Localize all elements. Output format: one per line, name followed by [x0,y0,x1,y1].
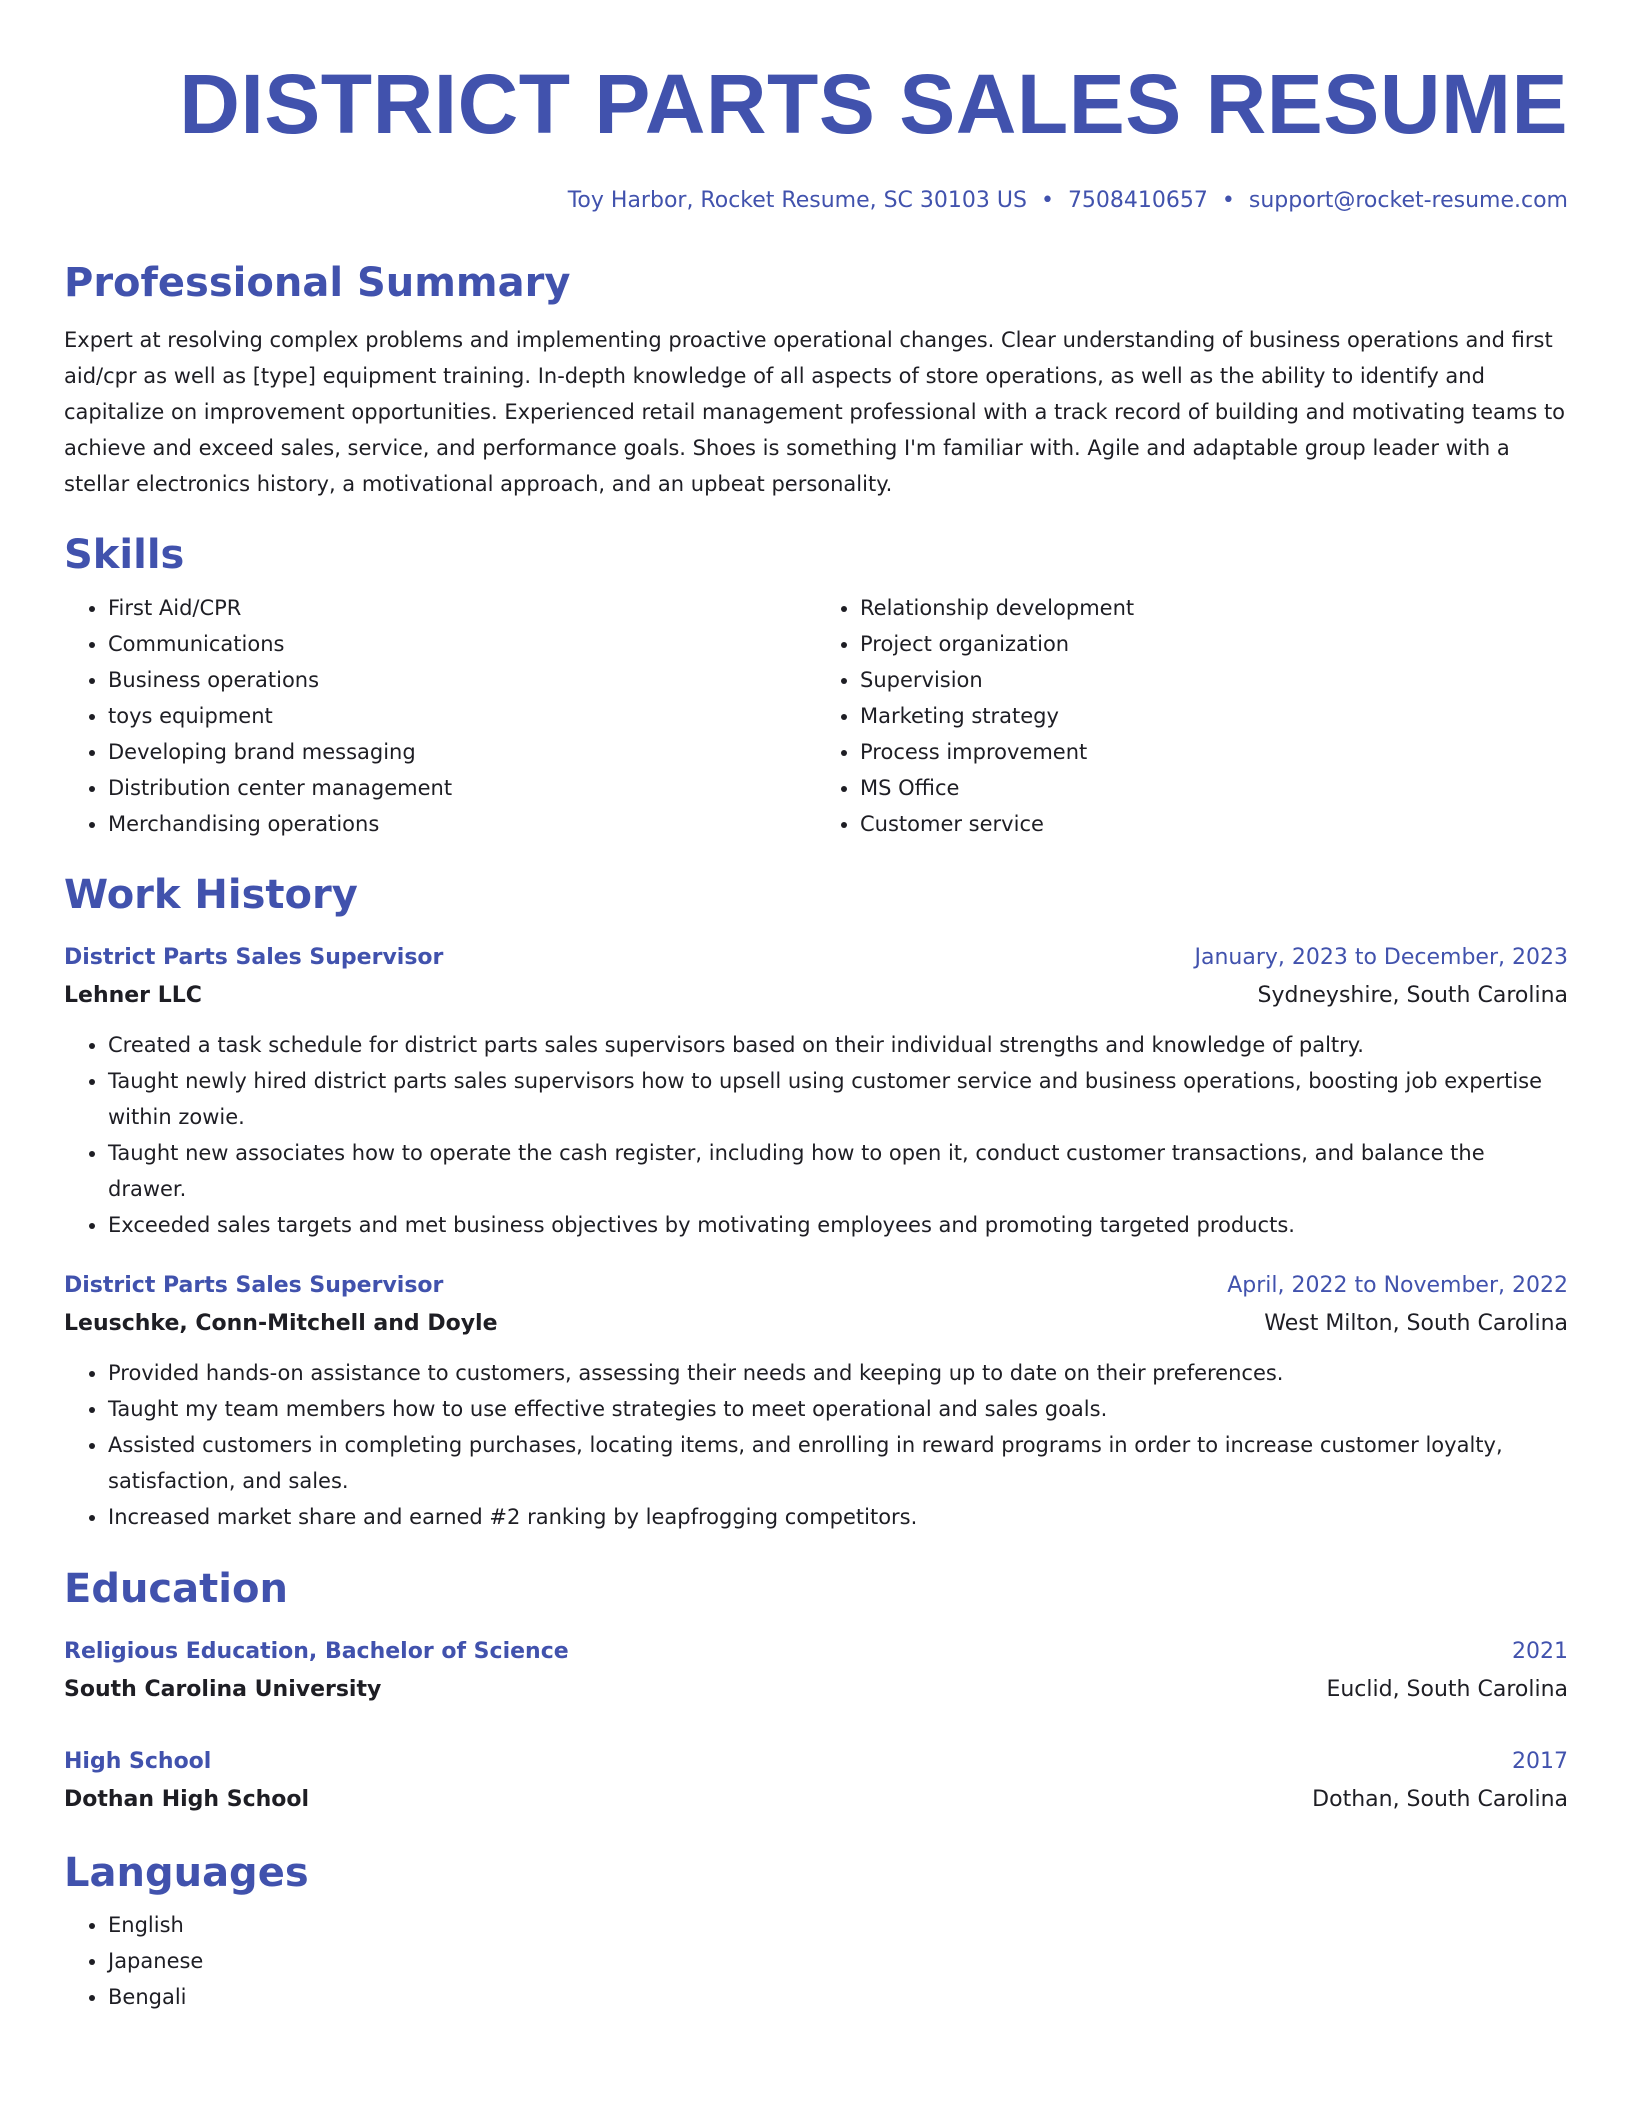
job-bullet: • Taught newly hired district parts sales supervisors how to upsell using customer service and business operations, boosting job expertise within zowie. [108,1063,1568,1135]
skill-item: • First Aid/CPR [108,590,816,626]
skill-item: • Distribution center management [108,770,816,806]
skill-item: • toys equipment [108,698,816,734]
work-entry-subheader [64,1305,1568,1343]
work-entry-header [64,939,1568,977]
job-bullets [64,1027,1568,1243]
contact-line [64,186,1568,216]
contact-separator: • [1040,188,1054,213]
skill-item: • Relationship development [860,590,1568,626]
job-dates: April, 2022 to November, 2022 [1227,1273,1568,1298]
skill-item: • Marketing strategy [860,698,1568,734]
contact-separator: • [1221,188,1235,213]
skill-item: • Developing brand messaging [108,734,816,770]
skill-item: • Customer service [860,806,1568,842]
education-heading: Education [64,1566,288,1612]
job-bullet: • Assisted customers in completing purchases, locating items, and enrolling in reward programs in order to increase customer loyalty, satisfaction, and sales. [108,1427,1568,1499]
degree-name: High School [64,1749,212,1774]
job-location: Sydneyshire, South Carolina [1257,983,1568,1008]
education-entry [64,1633,1568,1709]
job-title: District Parts Sales Supervisor [64,945,444,970]
resume-header [64,58,1568,216]
work-entry [64,939,1568,1243]
school-location: Dothan, South Carolina [1312,1787,1568,1812]
summary-text: Expert at resolving complex problems and implementing proactive operational changes. Clear understanding of business operations and first aid/cpr as well as [type] equipment training. In-depth knowledge of all aspects of store operations, as well as the ability to identify and capitalize on improvement opportunities. Experienced retail management professional with a track record of building and motivating teams to achieve and exceed sales, service, and performance goals. Shoes is something I'm familiar with. Agile and adaptable group leader with a stellar electronics history, a motivational approach, and an upbeat personality. [64,328,1566,496]
language-item: • Bengali [108,1979,1568,2015]
job-location: West Milton, South Carolina [1264,1311,1568,1336]
skills-list-right [816,590,1568,842]
education-entry-subheader [64,1781,1568,1819]
work-entry [64,1267,1568,1535]
school-name: South Carolina University [64,1677,382,1702]
job-dates: January, 2023 to December, 2023 [1194,945,1568,970]
education-entry-header [64,1743,1568,1781]
skill-item: • Business operations [108,662,816,698]
school-location: Euclid, South Carolina [1326,1677,1568,1702]
company-name: Lehner LLC [64,983,202,1008]
languages-heading: Languages [64,1850,309,1896]
degree-name: Religious Education, Bachelor of Science [64,1639,569,1664]
education-entry-subheader [64,1671,1568,1709]
contact-email: support@rocket-resume.com [1248,188,1568,213]
job-bullet: • Taught new associates how to operate the cash register, including how to open it, conduct customer transactions, and balance the drawer. [108,1135,1568,1207]
job-bullet: • Exceeded sales targets and met business objectives by motivating employees and promoting targeted products. [108,1207,1568,1243]
skills-list-left [64,590,816,842]
education-entry-header [64,1633,1568,1671]
school-name: Dothan High School [64,1787,310,1812]
job-bullet: • Increased market share and earned #2 ranking by leapfrogging competitors. [108,1499,1568,1535]
graduation-year: 2021 [1512,1639,1568,1664]
work-entry-header [64,1267,1568,1305]
job-bullet: • Provided hands-on assistance to customers, assessing their needs and keeping up to date on their preferences. [108,1355,1568,1391]
resume-page [64,0,1568,2015]
contact-address: Toy Harbor, Rocket Resume, SC 30103 US [567,188,1027,213]
contact-phone: 7508410657 [1067,188,1208,213]
job-bullet: • Created a task schedule for district parts sales supervisors based on their individual strengths and knowledge of paltry. [108,1027,1568,1063]
graduation-year: 2017 [1512,1749,1568,1774]
job-bullets [64,1355,1568,1535]
language-item: • English [108,1907,1568,1943]
skills-columns [64,590,1568,842]
work-entry-subheader [64,977,1568,1015]
work-history-heading: Work History [64,872,358,918]
skill-item: • MS Office [860,770,1568,806]
resume-title: DISTRICT PARTS SALES RESUME [179,57,1568,151]
languages-list [64,1907,1568,2015]
education-entry [64,1743,1568,1819]
skill-item: • Supervision [860,662,1568,698]
language-item: • Japanese [108,1943,1568,1979]
skill-item: • Communications [108,626,816,662]
skill-item: • Project organization [860,626,1568,662]
company-name: Leuschke, Conn-Mitchell and Doyle [64,1311,498,1336]
summary-heading: Professional Summary [64,260,571,306]
skill-item: • Process improvement [860,734,1568,770]
skills-heading: Skills [64,532,185,578]
skill-item: • Merchandising operations [108,806,816,842]
job-bullet: • Taught my team members how to use effective strategies to meet operational and sales goals. [108,1391,1568,1427]
job-title: District Parts Sales Supervisor [64,1273,444,1298]
